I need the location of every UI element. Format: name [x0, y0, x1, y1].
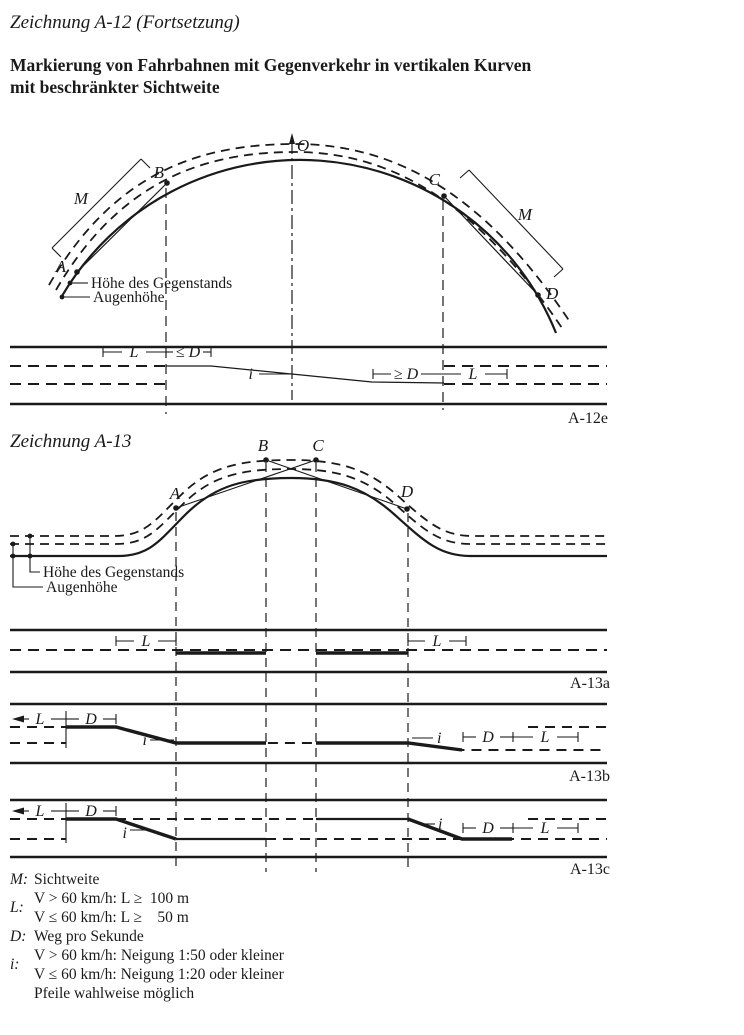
a12-road-curve [62, 160, 556, 333]
a12e-dashed-centerlines [10, 366, 607, 384]
legend-text-i1: V > 60 km/h: Neigung 1:50 oder kleiner [34, 947, 284, 964]
a13c-dashed-lines [10, 819, 607, 839]
a13b-dim-l-left: L [35, 711, 45, 728]
a13b-caption: A-13b [569, 768, 610, 785]
a13b-slope-left: i [142, 732, 147, 749]
legend-text-l2: V ≤ 60 km/h: L ≥ 50 m [34, 909, 189, 926]
a13b-dim-l-right: L [540, 729, 550, 746]
a13b-strip [10, 704, 607, 763]
a13-object-height-bracket [30, 536, 40, 572]
a12e-dims [103, 347, 507, 379]
page-header: Zeichnung A-12 (Fortsetzung) [10, 12, 240, 33]
a13a-caption: A-13a [570, 675, 610, 692]
a13c-dim-d-left: D [85, 803, 97, 820]
a13-eye-height-bracket [13, 544, 43, 587]
a12-centerline-arrowhead [289, 133, 295, 144]
legend-item-i [10, 946, 284, 984]
page-title-line2: mit beschränkter Sichtweite [10, 77, 220, 97]
a12-label-m-left: M [73, 189, 89, 208]
a13b-dashed-lines [10, 727, 607, 750]
a13a-strip [10, 630, 607, 672]
a13-label-b: B [257, 436, 269, 455]
a12-label-c: C [428, 170, 440, 189]
a12-label-d: D [546, 284, 559, 303]
legend-text-i2: V ≤ 60 km/h: Neigung 1:20 oder kleiner [34, 966, 284, 983]
a13-heading: Zeichnung A-13 [10, 431, 132, 452]
a12e-dim-le-d: ≤ D [175, 344, 201, 361]
page-title [10, 54, 531, 98]
legend-symbol-d: D: [10, 927, 27, 945]
a13a-dims [116, 636, 466, 646]
legend-symbol-m: M: [10, 870, 29, 888]
a12e-dim-ge-d: ≥ D [393, 366, 419, 383]
a13-eye-height-label: Augenhöhe [46, 579, 118, 596]
a13-sight-line-bd [266, 460, 407, 509]
a13b-solid-marking [66, 727, 462, 750]
a13c-strip [10, 800, 607, 857]
a12-sight-dim-left [52, 159, 150, 257]
legend-text-pfeile: Pfeile wahlweise möglich [34, 985, 195, 1002]
legend [10, 870, 284, 1003]
a13c-dim-l-right: L [540, 820, 550, 837]
a13-label-d: D [400, 482, 414, 501]
legend-item-d [10, 927, 284, 946]
a13-label-c: C [312, 436, 324, 455]
a12-sight-line-ab [77, 183, 167, 272]
a12-curve-diagram [49, 133, 570, 414]
a13b-dim-d-left: D [85, 711, 97, 728]
legend-symbol-l: L: [10, 899, 24, 916]
a13c-caption: A-13c [570, 861, 610, 878]
a13-label-a: A [169, 484, 181, 503]
legend-symbol-i: i: [10, 956, 20, 973]
a13c-dim-d-right: D [482, 820, 494, 837]
a12-label-m-right: M [517, 205, 533, 224]
a13-sight-line-ac [176, 460, 316, 508]
a13b-dim-d-right: D [482, 729, 494, 746]
a13c-slope-left: i [122, 825, 127, 842]
a13a-dim-l-left: L [141, 633, 151, 650]
legend-text-d: Weg pro Sekunde [34, 928, 144, 945]
a12e-dim-l-left: L [129, 344, 139, 361]
a12-eye-height-label: Augenhöhe [93, 289, 165, 306]
a13c-dim-l-left: L [35, 803, 45, 820]
legend-text-l1: V > 60 km/h: L ≥ 100 m [34, 890, 190, 907]
a13-object-height-profile [10, 469, 607, 544]
a13-profile-diagram [10, 457, 607, 872]
a12e-dim-l-right: L [468, 366, 478, 383]
a13-vertical-guides [176, 463, 408, 872]
page-title-line1: Markierung von Fahrbahnen mit Gegenverkehr in vertikalen Kurven [10, 55, 532, 75]
legend-item-l [10, 889, 284, 927]
legend-text-m: Sichtweite [34, 871, 100, 888]
a12e-strip [10, 347, 607, 404]
a13-eye-height-profile [10, 460, 607, 536]
a13c-slope-right: i [438, 816, 443, 833]
legend-item-m [10, 870, 284, 889]
a12-object-height-label: Höhe des Gegenstands [91, 275, 233, 292]
a13-road-profile [10, 478, 607, 556]
a12-label-a: A [55, 257, 66, 276]
a13-object-height-label: Höhe des Gegenstands [43, 564, 185, 581]
a12-label-b: B [153, 163, 164, 182]
a12-label-o: O [297, 136, 310, 155]
a13c-solid-marking [66, 819, 512, 839]
a12e-slope-label: i [248, 366, 253, 383]
legend-item-pfeile [10, 984, 284, 1003]
a12e-caption: A-12e [568, 410, 608, 427]
a13a-dim-l-right: L [432, 633, 442, 650]
a13b-slope-right: i [437, 730, 442, 747]
